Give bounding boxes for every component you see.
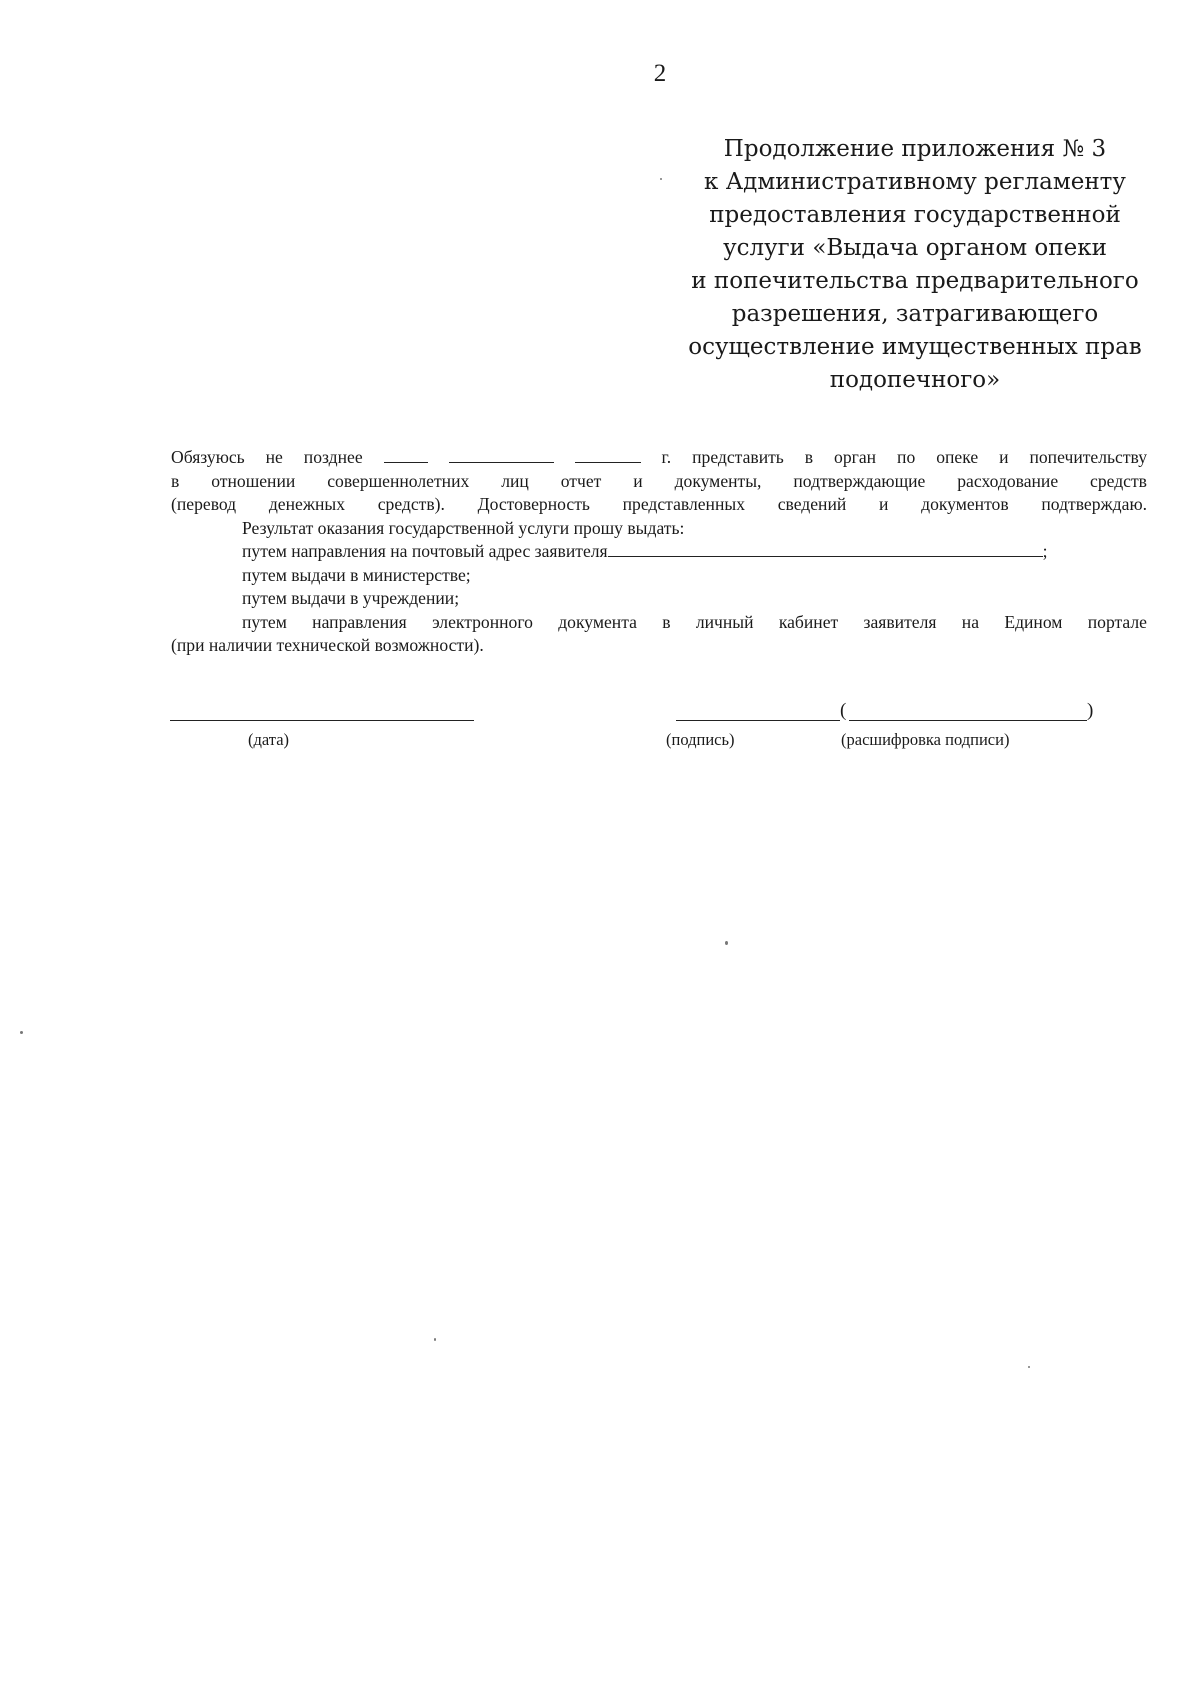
option-postal-label: путем направления на почтовый адрес заявителя xyxy=(242,541,608,561)
option-ministry: путем выдачи в министерстве; xyxy=(242,564,471,585)
option-electronic-cont: (при наличии технической возможности). xyxy=(171,635,484,655)
decoding-caption: (расшифровка подписи) xyxy=(841,730,1010,749)
close-paren: ) xyxy=(1087,700,1094,721)
year-abbrev: г. xyxy=(661,447,672,467)
signature-line xyxy=(676,720,840,721)
year-blank xyxy=(575,447,641,463)
annex-line: к Административному регламенту xyxy=(704,169,1126,195)
annex-line: подопечного» xyxy=(829,367,1001,393)
commitment-text-end: представить в орган по опеке и попечительству xyxy=(692,447,1148,467)
date-caption: (дата) xyxy=(248,730,290,749)
decoding-line xyxy=(849,720,1087,721)
option-postal xyxy=(171,540,1147,564)
month-blank xyxy=(449,447,554,463)
signature-caption: (подпись) xyxy=(666,730,735,749)
annex-header xyxy=(680,133,1150,397)
annex-line: предоставления государственной xyxy=(709,202,1121,228)
annex-line: Продолжение приложения № 3 xyxy=(723,136,1107,162)
result-heading: Результат оказания государственной услуги прошу выдать: xyxy=(242,517,685,538)
statement-body xyxy=(171,446,1147,658)
postal-address-blank xyxy=(608,541,1043,557)
scan-speck xyxy=(660,178,662,180)
scan-speck xyxy=(725,941,728,945)
option-electronic: путем направления электронного документа в личный кабинет заявителя на Едином портале xyxy=(242,611,1147,632)
statement-line-2: в отношении совершеннолетних лиц отчет и документы, подтверждающие расходование средств xyxy=(171,470,1147,491)
option-institution: путем выдачи в учреждении; xyxy=(242,588,460,608)
signature-block xyxy=(0,700,1200,760)
page-number: 2 xyxy=(653,60,667,87)
annex-line: осуществление имущественных прав xyxy=(688,334,1142,360)
commitment-text: Обязуюсь не позднее xyxy=(171,447,363,467)
annex-line: разрешения, затрагивающего xyxy=(731,301,1099,327)
open-paren: ( xyxy=(840,700,847,721)
annex-line: услуги «Выдача органом опеки xyxy=(723,235,1107,261)
date-line xyxy=(170,720,474,721)
option-postal-semicolon: ; xyxy=(1042,541,1048,561)
scan-speck xyxy=(20,1031,23,1034)
scan-speck xyxy=(1028,1366,1030,1368)
statement-line-3: (перевод денежных средств). Достоверность представленных сведений и документов подтверждаю. xyxy=(171,494,1147,514)
annex-line: и попечительства предварительного xyxy=(691,268,1139,294)
day-blank xyxy=(384,447,428,463)
scan-speck xyxy=(434,1338,436,1341)
statement-line-1 xyxy=(171,446,1147,470)
